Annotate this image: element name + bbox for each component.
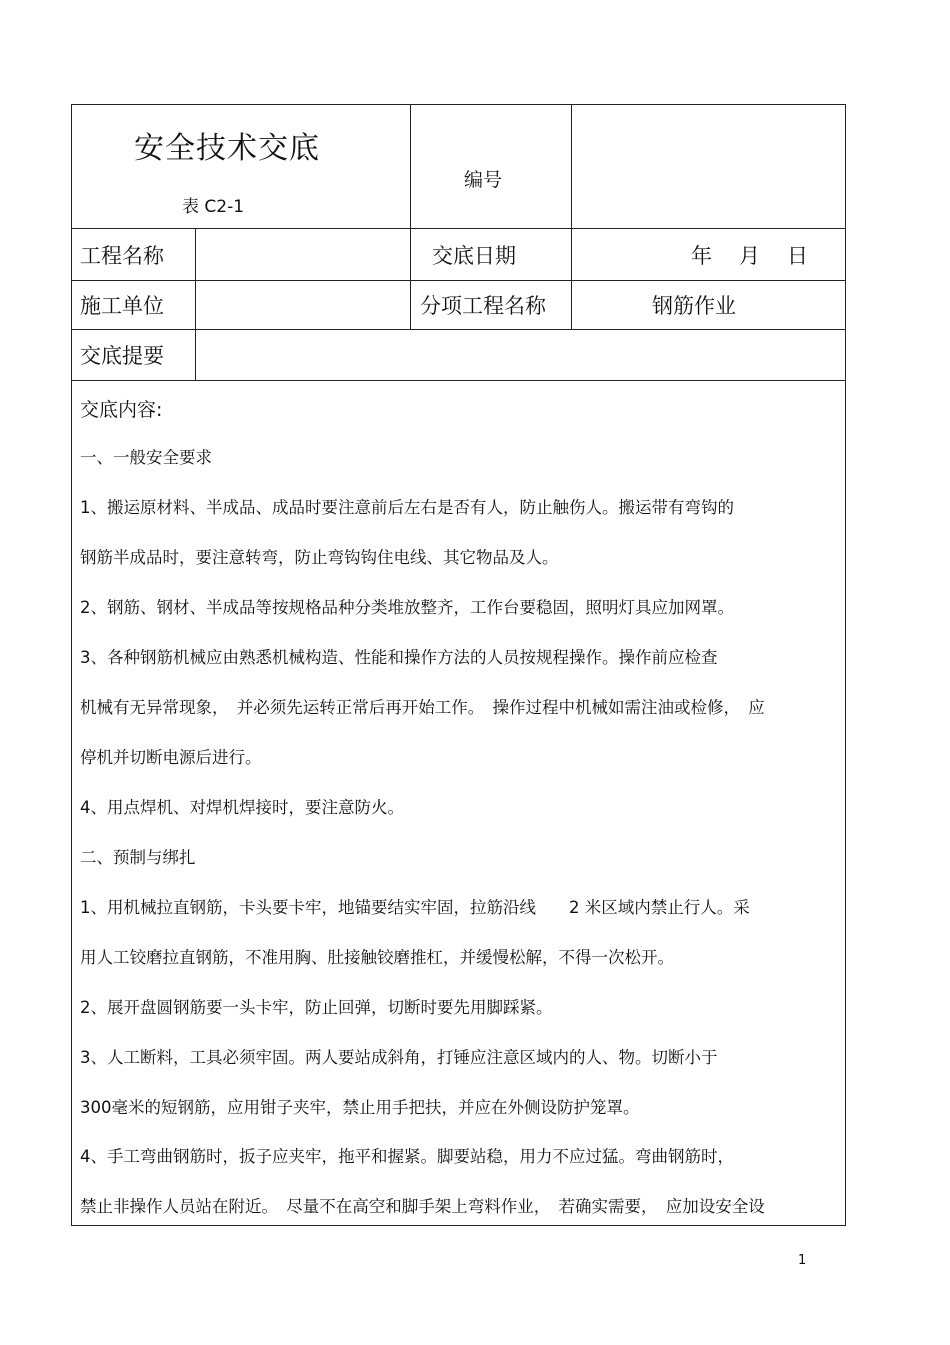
col-divider bbox=[410, 105, 411, 329]
project-name-label: 工程名称 bbox=[80, 244, 164, 268]
content-line: 4、手工弯曲钢筋时，扳子应夹牢，拖平和握紧。脚要站稳，用力不应过猛。弯曲钢筋时， bbox=[80, 1147, 734, 1166]
summary-label: 交底提要 bbox=[80, 344, 164, 368]
content-line: 2、展开盘圆钢筋要一头卡牢，防止回弹，切断时要先用脚踩紧。 bbox=[80, 998, 553, 1017]
date-day: 日 bbox=[787, 244, 808, 268]
serial-number-label: 编号 bbox=[464, 169, 503, 191]
content-line: 禁止非操作人员站在附近。 尽量不在高空和脚手架上弯料作业， 若确实需要， 应加设安全设 bbox=[80, 1197, 765, 1216]
row-divider bbox=[72, 329, 845, 330]
content-line: 钢筋半成品时，要注意转弯，防止弯钩钩住电线、其它物品及人。 bbox=[80, 548, 559, 567]
form-title: 安全技术交底 bbox=[134, 131, 320, 166]
content-line: 300毫米的短钢筋，应用钳子夹牢，禁止用手把扶，并应在外侧设防护笼罩。 bbox=[80, 1098, 640, 1117]
content-line: 3、各种钢筋机械应由熟悉机械构造、性能和操作方法的人员按规程操作。操作前应检查 bbox=[80, 648, 718, 667]
content-line: 1、用机械拉直钢筋，卡头要卡牢，地锚要结实牢固，拉筋沿线 2 米区域内禁止行人。采 bbox=[80, 898, 750, 917]
date-month: 月 bbox=[739, 244, 760, 268]
briefing-date-label: 交底日期 bbox=[432, 244, 516, 268]
form-number: 表 C2-1 bbox=[182, 197, 245, 217]
col-divider bbox=[195, 228, 196, 380]
sub-project-label: 分项工程名称 bbox=[420, 294, 546, 318]
content-line: 停机并切断电源后进行。 bbox=[80, 748, 262, 767]
content-line: 2、钢筋、钢材、半成品等按规格品种分类堆放整齐，工作台要稳固，照明灯具应加网罩。 bbox=[80, 598, 734, 617]
sub-project-value: 钢筋作业 bbox=[652, 294, 736, 318]
safety-briefing-form bbox=[71, 104, 846, 1226]
row-divider bbox=[72, 380, 845, 381]
content-line: 4、用点焊机、对焊机焊接时，要注意防火。 bbox=[80, 798, 404, 817]
col-divider bbox=[571, 105, 572, 329]
content-line: 用人工铰磨拉直钢筋，不准用胸、肚接触铰磨推杠，并缓慢松解，不得一次松开。 bbox=[80, 948, 674, 967]
content-line: 一、一般安全要求 bbox=[80, 448, 212, 467]
row-divider bbox=[72, 280, 845, 281]
page-number: 1 bbox=[798, 1253, 807, 1268]
content-line: 1、搬运原材料、半成品、成品时要注意前后左右是否有人，防止触伤人。搬运带有弯钩的 bbox=[80, 498, 734, 517]
content-line: 机械有无异常现象， 并必须先运转正常后再开始工作。 操作过程中机械如需注油或检修， 应 bbox=[80, 698, 765, 717]
content-line: 3、人工断料，工具必须牢固。两人要站成斜角，打锤应注意区域内的人、物。切断小于 bbox=[80, 1048, 718, 1067]
row-divider bbox=[72, 228, 845, 229]
content-label: 交底内容: bbox=[80, 399, 163, 421]
construction-unit-label: 施工单位 bbox=[80, 294, 164, 318]
date-year: 年 bbox=[691, 244, 712, 268]
content-line: 二、预制与绑扎 bbox=[80, 848, 196, 867]
